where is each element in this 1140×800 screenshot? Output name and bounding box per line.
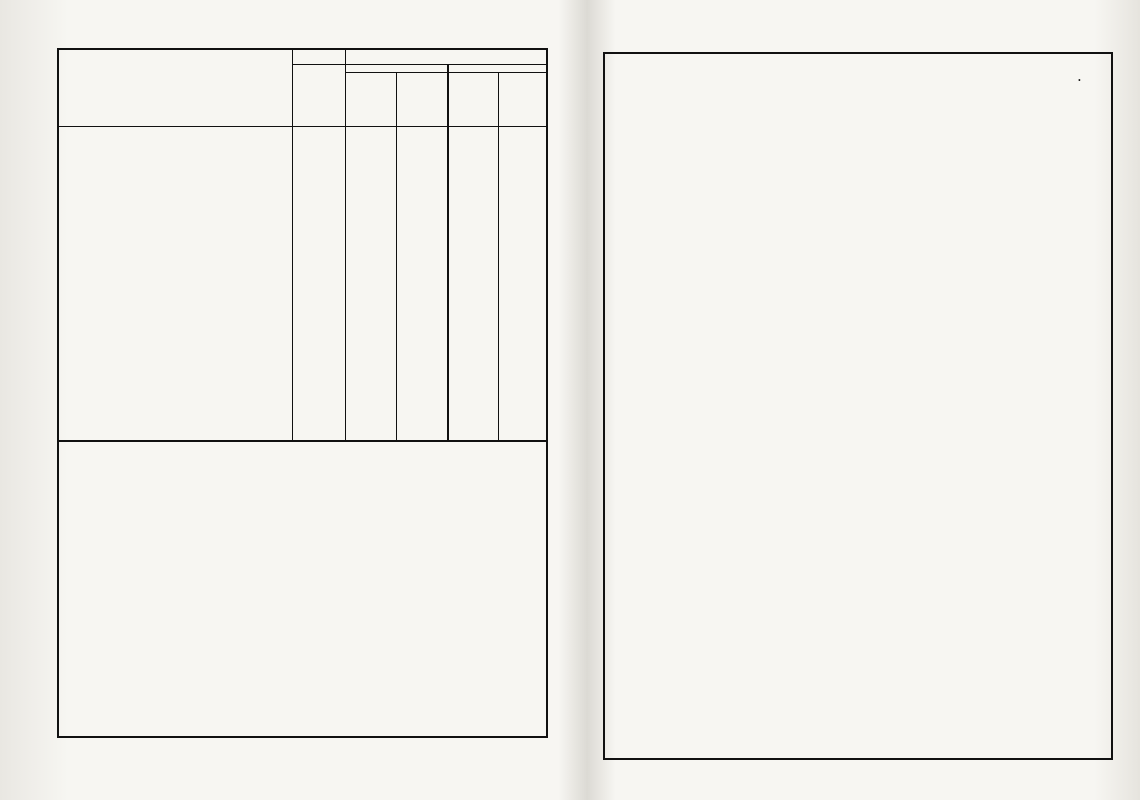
header-line (345, 72, 546, 73)
left-page-frame (57, 48, 548, 738)
col-divider (447, 64, 449, 440)
train-types-table (59, 50, 546, 442)
col-divider (498, 72, 499, 440)
col-divider (292, 50, 293, 440)
header-bottom-line (59, 126, 546, 127)
col-divider (345, 50, 346, 440)
right-page-frame (603, 52, 1113, 760)
col-divider (396, 72, 397, 440)
ink-mark: • (1078, 76, 1081, 85)
header-line (292, 64, 546, 65)
